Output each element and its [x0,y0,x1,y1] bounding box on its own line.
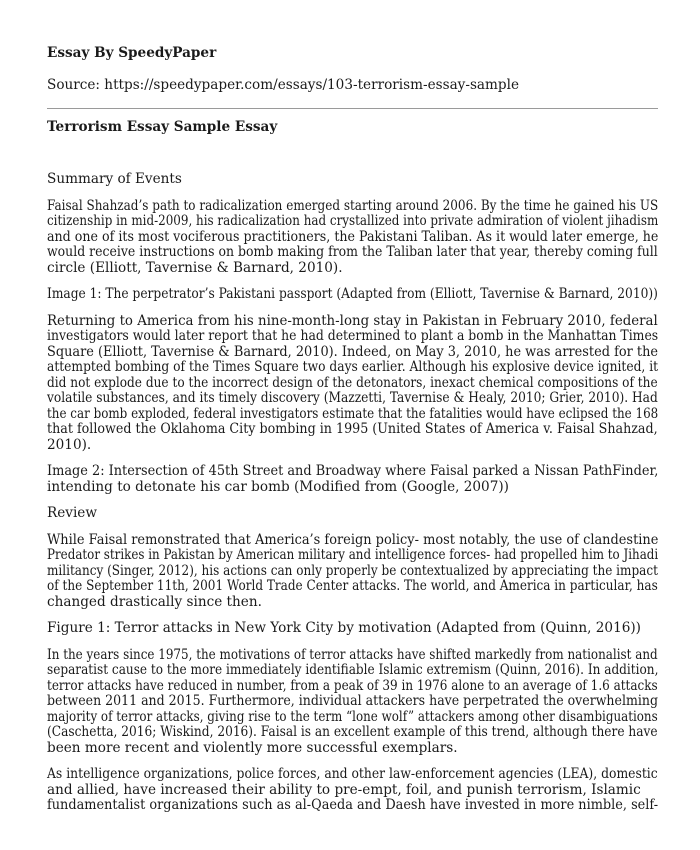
text-line: Image 1: The perpetrator’s Pakistani passport (Adapted from (Elliott, Tavernise & Barnard, 2010)) [47,286,658,302]
text-line: circle (Elliott, Tavernise & Barnard, 2010). [47,259,343,276]
text-line: did not explode due to the incorrect design of the detonators, inexact chemical compositions of the [47,374,658,391]
text-line: Image 2: Intersection of 45th Street and Broadway where Faisal parked a Nissan PathFinder, [47,463,659,479]
essay-body [47,172,658,825]
header-divider [47,108,658,109]
source-line: Source: https://speedypaper.com/essays/103-terrorism-essay-sample [47,77,520,93]
figure-caption [47,621,658,637]
body-paragraph [47,767,658,814]
text-line: militancy (Singer, 2012), his actions can only properly be contextualized by appreciating the impact [47,562,658,579]
text-line: attempted bombing of the Times Square two days earlier. Although his explosive device ignited, it [47,359,659,375]
body-paragraph [47,314,658,454]
figure-caption [47,464,658,495]
site-title: Essay By SpeedyPaper [47,45,217,61]
body-paragraph [47,199,658,277]
text-line: In the years since 1975, the motivations of terror attacks have shifted markedly from nationalist and [47,646,658,663]
text-line: Returning to America from his nine-month-long stay in Pakistan in February 2010, federal [47,312,658,329]
text-line: that followed the Oklahoma City bombing in 1995 (United States of America v. Faisal Shahzad, [47,421,658,437]
text-line: Review [47,505,97,521]
text-line: would receive instructions on bomb making from the Taliban later that year, thereby coming full [47,244,658,260]
text-line: volatile substances, and its timely discovery (Mazzetti, Tavernise & Healy, 2010; Grier, 2010). Had [47,390,658,406]
text-line: While Faisal remonstrated that America’s foreign policy- most notably, the use of clandestine [47,531,659,548]
text-line: Faisal Shahzad’s path to radicalization emerged starting around 2006. By the time he gained his US [47,197,659,214]
body-paragraph [47,533,658,611]
text-line: separatist cause to the more immediately identifiable Islamic extremism (Quinn, 2016). In addition, [47,662,659,678]
text-line: Predator strikes in Pakistan by American military and intelligence forces- had propelled him to Jihadi [47,547,659,563]
text-line: intending to detonate his car bomb (Modified from (Google, 2007)) [47,478,509,495]
text-line: and allied, have increased their ability to pre-empt, foil, and punish terrorism, Islamic [47,781,641,798]
text-line: changed drastically since then. [47,593,262,610]
text-line: and one of its most vociferous practitioners, the Pakistani Taliban. As it would later emerge, he [47,228,659,245]
text-line: between 2011 and 2015. Furthermore, individual attackers have perpetrated the overwhelming [47,693,658,709]
body-paragraph [47,648,658,757]
text-line: Square (Elliott, Tavernise & Barnard, 2010). Indeed, on May 3, 2010, he was arrested for the [47,343,659,360]
section-heading [47,506,658,522]
document-header [47,0,658,94]
text-line: investigators would later report that he had determined to plant a bomb in the Manhattan Times [47,328,659,344]
essay-title: Terrorism Essay Sample Essay [47,119,278,135]
text-line: Figure 1: Terror attacks in New York City by motivation (Adapted from (Quinn, 2016)) [47,620,641,636]
text-line: 2010). [47,436,92,453]
text-line: fundamentalist organizations such as al-Qaeda and Daesh have invested in more nimble, self- [47,797,659,813]
text-line: been more recent and violently more successful exemplars. [47,739,458,756]
text-line: (Caschetta, 2016; Wiskind, 2016). Faisal is an excellent example of this trend, although there have [47,724,658,740]
text-line: As intelligence organizations, police forces, and other law-enforcement agencies (LEA), domestic [47,766,658,782]
text-line: Summary of Events [47,171,182,187]
text-line: majority of terror attacks, giving rise to the term “lone wolf” attackers among other disambiguations [47,708,658,725]
text-line: citizenship in mid-2009, his radicalization had crystallized into private admiration of violent jihadism [47,213,659,229]
figure-caption [47,287,658,303]
text-line: the car bomb exploded, federal investigators estimate that the fatalities would have eclipsed the 168 [47,405,659,422]
document-page [47,0,658,94]
text-line: terror attacks have reduced in number, from a peak of 39 in 1976 alone to an average of 1.6 attacks [47,677,658,694]
text-line: of the September 11th, 2001 World Trade Center attacks. The world, and America in particular, has [47,578,658,594]
section-heading [47,172,658,188]
